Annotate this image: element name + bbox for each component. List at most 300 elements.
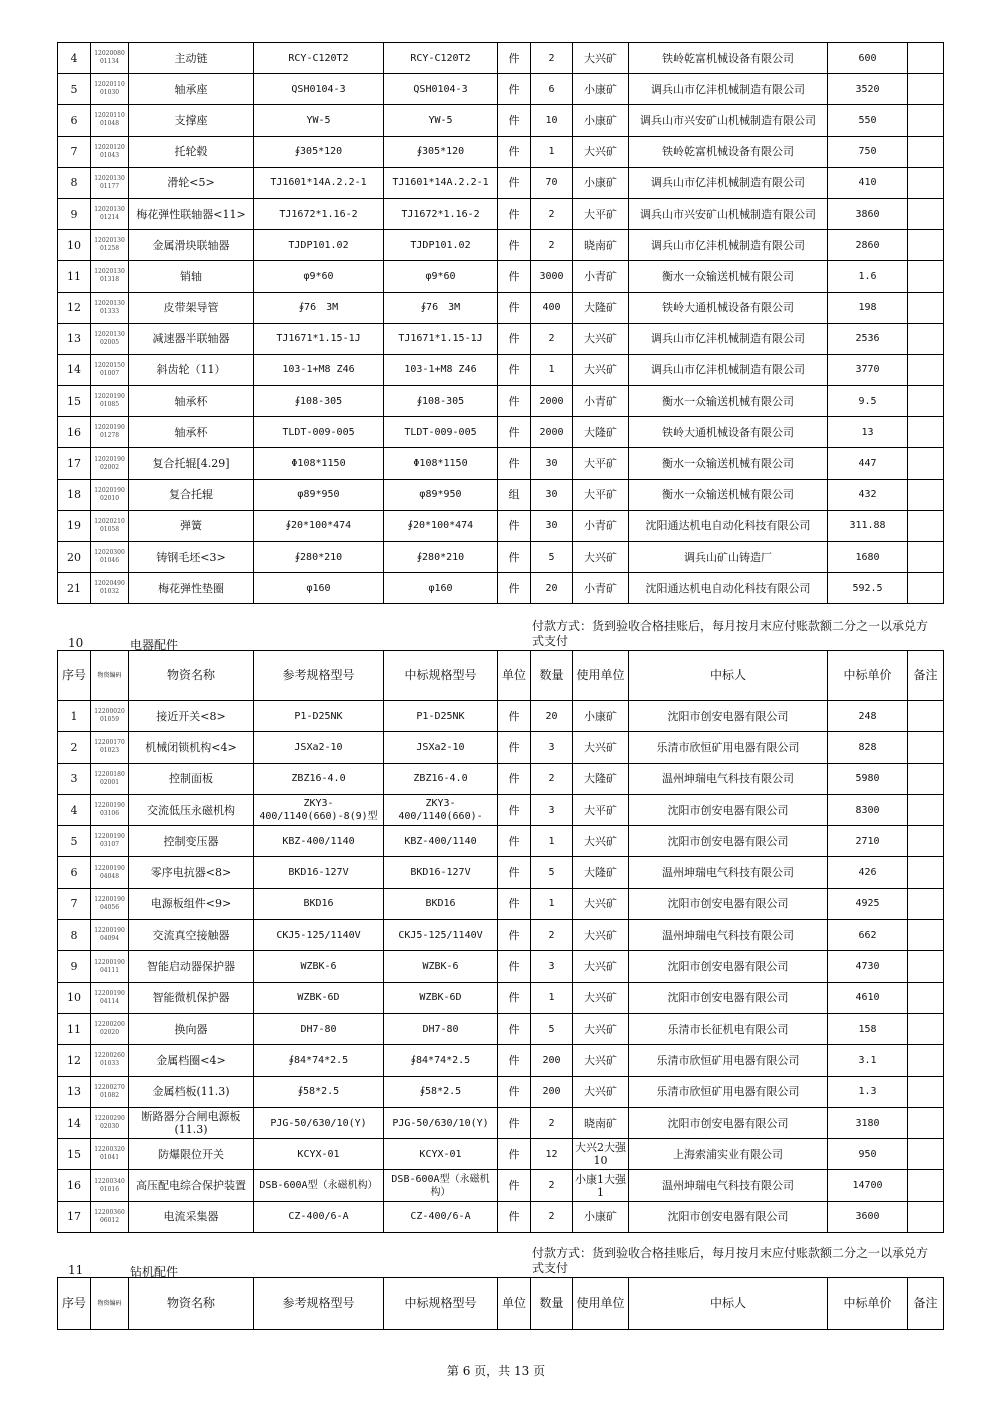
- cell-user-unit: 大兴矿: [573, 43, 629, 74]
- cell-remark: [908, 888, 944, 919]
- cell-user-unit: 大兴2大强10: [573, 1139, 629, 1170]
- cell-price: 3180: [828, 1107, 908, 1138]
- cell-unit: 件: [498, 417, 531, 448]
- cell-seq: 14: [58, 354, 91, 385]
- table-row: [58, 1139, 944, 1170]
- cell-code: 12020130 01318: [91, 261, 129, 292]
- cell-user-unit: 大兴矿: [573, 826, 629, 857]
- cell-unit: 件: [498, 354, 531, 385]
- cell-code: 12020110 01030: [91, 74, 129, 105]
- cell-name: 支撑座: [129, 105, 254, 136]
- cell-remark: [908, 292, 944, 323]
- cell-price: 8300: [828, 794, 908, 825]
- cell-unit: 件: [498, 542, 531, 573]
- cell-user-unit: 小青矿: [573, 573, 629, 604]
- cell-winner: 沈阳市创安电器有限公司: [629, 1107, 828, 1138]
- header-price: 中标单价: [828, 1278, 908, 1330]
- table-row: [58, 448, 944, 479]
- cell-remark: [908, 510, 944, 541]
- cell-qty: 2: [531, 1201, 573, 1232]
- cell-code: 12200260 01033: [91, 1045, 129, 1076]
- header-winner: 中标人: [629, 1278, 828, 1330]
- table-row: [58, 542, 944, 573]
- cell-price: 311.88: [828, 510, 908, 541]
- cell-winner: 乐清市欣恒矿用电器有限公司: [629, 732, 828, 763]
- cell-unit: 件: [498, 1045, 531, 1076]
- cell-price: 2860: [828, 230, 908, 261]
- table-row: [58, 292, 944, 323]
- cell-seq: 11: [58, 1013, 91, 1044]
- table-row: [58, 701, 944, 732]
- cell-winner: 调兵山市亿沣机械制造有限公司: [629, 167, 828, 198]
- table-row: [58, 198, 944, 229]
- header-price: 中标单价: [828, 651, 908, 701]
- cell-ref-spec: φ160: [254, 573, 384, 604]
- cell-seq: 12: [58, 292, 91, 323]
- cell-code: 12200020 01059: [91, 701, 129, 732]
- cell-unit: 件: [498, 1013, 531, 1044]
- cell-price: 4925: [828, 888, 908, 919]
- header-code: 物资编码: [91, 651, 129, 701]
- cell-remark: [908, 105, 944, 136]
- cell-price: 9.5: [828, 386, 908, 417]
- table-row: [58, 1107, 944, 1138]
- cell-bid-spec: KCYX-01: [384, 1139, 498, 1170]
- cell-unit: 件: [498, 448, 531, 479]
- cell-name: 控制变压器: [129, 826, 254, 857]
- cell-bid-spec: 103-1+M8 Z46: [384, 354, 498, 385]
- cell-seq: 8: [58, 920, 91, 951]
- cell-code: 12200360 06012: [91, 1201, 129, 1232]
- cell-winner: 衡水一众输送机械有限公司: [629, 479, 828, 510]
- cell-unit: 件: [498, 857, 531, 888]
- cell-seq: 15: [58, 386, 91, 417]
- cell-user-unit: 晓南矿: [573, 230, 629, 261]
- header-bid-spec: 中标规格型号: [384, 1278, 498, 1330]
- cell-name: 轴承杯: [129, 386, 254, 417]
- cell-winner: 调兵山市亿沣机械制造有限公司: [629, 230, 828, 261]
- cell-remark: [908, 417, 944, 448]
- cell-price: 13: [828, 417, 908, 448]
- cell-price: 4730: [828, 951, 908, 982]
- cell-unit: 件: [498, 74, 531, 105]
- cell-user-unit: 大隆矿: [573, 292, 629, 323]
- cell-price: 3.1: [828, 1045, 908, 1076]
- cell-name: 断路器分合闸电源板(11.3): [129, 1107, 254, 1138]
- table-row: [58, 794, 944, 825]
- header-remark: 备注: [908, 1278, 944, 1330]
- header-name: 物资名称: [129, 651, 254, 701]
- table-row: [58, 136, 944, 167]
- cell-qty: 2: [531, 1107, 573, 1138]
- cell-code: 12200190 03106: [91, 794, 129, 825]
- cell-code: 12020190 02002: [91, 448, 129, 479]
- cell-price: 426: [828, 857, 908, 888]
- cell-bid-spec: ZKY3-400/1140(660)-: [384, 794, 498, 825]
- cell-ref-spec: Φ108*1150: [254, 448, 384, 479]
- cell-unit: 件: [498, 292, 531, 323]
- cell-code: 12020130 01214: [91, 198, 129, 229]
- cell-ref-spec: BKD16-127V: [254, 857, 384, 888]
- cell-unit: 件: [498, 1107, 531, 1138]
- table-row: [58, 732, 944, 763]
- header-qty: 数量: [531, 651, 573, 701]
- cell-name: 电源板组件<9>: [129, 888, 254, 919]
- cell-name: 交流低压永磁机构: [129, 794, 254, 825]
- section-11-number: 11: [68, 1263, 84, 1277]
- cell-user-unit: 大兴矿: [573, 888, 629, 919]
- cell-seq: 16: [58, 1170, 91, 1201]
- cell-winner: 沈阳市创安电器有限公司: [629, 794, 828, 825]
- cell-price: 2536: [828, 323, 908, 354]
- cell-unit: 件: [498, 167, 531, 198]
- header-seq: 序号: [58, 651, 91, 701]
- cell-qty: 5: [531, 1013, 573, 1044]
- cell-seq: 16: [58, 417, 91, 448]
- cell-code: 12200320 01041: [91, 1139, 129, 1170]
- table-row: [58, 826, 944, 857]
- cell-qty: 200: [531, 1076, 573, 1107]
- cell-qty: 3000: [531, 261, 573, 292]
- cell-code: 12200190 04114: [91, 982, 129, 1013]
- cell-user-unit: 大兴矿: [573, 951, 629, 982]
- cell-user-unit: 大兴矿: [573, 354, 629, 385]
- cell-remark: [908, 1201, 944, 1232]
- cell-ref-spec: ∮20*100*474: [254, 510, 384, 541]
- header-name: 物资名称: [129, 1278, 254, 1330]
- table-row: [58, 1170, 944, 1201]
- cell-winner: 沈阳通达机电自动化科技有限公司: [629, 573, 828, 604]
- cell-seq: 1: [58, 701, 91, 732]
- cell-qty: 30: [531, 479, 573, 510]
- header-seq: 序号: [58, 1278, 91, 1330]
- cell-bid-spec: φ89*950: [384, 479, 498, 510]
- cell-qty: 2: [531, 920, 573, 951]
- cell-seq: 8: [58, 167, 91, 198]
- cell-ref-spec: φ89*950: [254, 479, 384, 510]
- cell-bid-spec: TJDP101.02: [384, 230, 498, 261]
- cell-price: 432: [828, 479, 908, 510]
- cell-user-unit: 大隆矿: [573, 763, 629, 794]
- cell-name: 零序电抗器<8>: [129, 857, 254, 888]
- table-row: [58, 763, 944, 794]
- cell-price: 158: [828, 1013, 908, 1044]
- cell-ref-spec: ∮305*120: [254, 136, 384, 167]
- cell-remark: [908, 386, 944, 417]
- cell-code: 12200190 04056: [91, 888, 129, 919]
- cell-winner: 铁岭大通机械设备有限公司: [629, 417, 828, 448]
- table-row: [58, 354, 944, 385]
- cell-ref-spec: ∮84*74*2.5: [254, 1045, 384, 1076]
- cell-code: 12200190 04111: [91, 951, 129, 982]
- page-footer: 第 6 页，共 13 页: [446, 1364, 546, 1378]
- cell-remark: [908, 857, 944, 888]
- cell-winner: 沈阳市创安电器有限公司: [629, 1201, 828, 1232]
- cell-unit: 件: [498, 386, 531, 417]
- table-row: [58, 888, 944, 919]
- cell-code: 12200190 03107: [91, 826, 129, 857]
- cell-bid-spec: PJG-50/630/10(Y): [384, 1107, 498, 1138]
- cell-ref-spec: PJG-50/630/10(Y): [254, 1107, 384, 1138]
- cell-name: 皮带架导管: [129, 292, 254, 323]
- cell-qty: 1: [531, 982, 573, 1013]
- header-user-unit: 使用单位: [573, 651, 629, 701]
- table-row: [58, 1076, 944, 1107]
- table-row: [58, 1013, 944, 1044]
- cell-seq: 13: [58, 1076, 91, 1107]
- cell-qty: 200: [531, 1045, 573, 1076]
- cell-name: 防爆限位开关: [129, 1139, 254, 1170]
- cell-bid-spec: DH7-80: [384, 1013, 498, 1044]
- cell-seq: 14: [58, 1107, 91, 1138]
- cell-price: 248: [828, 701, 908, 732]
- cell-winner: 衡水一众输送机械有限公司: [629, 386, 828, 417]
- cell-price: 447: [828, 448, 908, 479]
- table-row: [58, 417, 944, 448]
- cell-code: 12020490 01032: [91, 573, 129, 604]
- cell-user-unit: 小康矿: [573, 1201, 629, 1232]
- cell-bid-spec: TLDT-009-005: [384, 417, 498, 448]
- cell-bid-spec: ∮280*210: [384, 542, 498, 573]
- header-unit: 单位: [498, 1278, 531, 1330]
- table-row: [58, 74, 944, 105]
- cell-unit: 件: [498, 763, 531, 794]
- cell-price: 14700: [828, 1170, 908, 1201]
- cell-ref-spec: RCY-C120T2: [254, 43, 384, 74]
- cell-remark: [908, 1170, 944, 1201]
- cell-remark: [908, 479, 944, 510]
- cell-bid-spec: ∮58*2.5: [384, 1076, 498, 1107]
- cell-bid-spec: WZBK-6D: [384, 982, 498, 1013]
- cell-winner: 乐清市欣恒矿用电器有限公司: [629, 1076, 828, 1107]
- cell-user-unit: 大兴矿: [573, 1013, 629, 1044]
- cell-unit: 件: [498, 1170, 531, 1201]
- cell-winner: 温州坤瑞电气科技有限公司: [629, 920, 828, 951]
- cell-qty: 2: [531, 1170, 573, 1201]
- cell-ref-spec: ZKY3-400/1140(660)-8(9)型: [254, 794, 384, 825]
- cell-remark: [908, 198, 944, 229]
- cell-unit: 件: [498, 1201, 531, 1232]
- cell-name: 金属档圈<4>: [129, 1045, 254, 1076]
- cell-qty: 2000: [531, 417, 573, 448]
- cell-remark: [908, 1013, 944, 1044]
- cell-price: 3860: [828, 198, 908, 229]
- cell-user-unit: 大兴矿: [573, 920, 629, 951]
- cell-user-unit: 小青矿: [573, 386, 629, 417]
- cell-bid-spec: P1-D25NK: [384, 701, 498, 732]
- cell-bid-spec: YW-5: [384, 105, 498, 136]
- cell-qty: 5: [531, 857, 573, 888]
- cell-user-unit: 小康矿: [573, 74, 629, 105]
- cell-qty: 20: [531, 701, 573, 732]
- cell-price: 950: [828, 1139, 908, 1170]
- cell-name: 滑轮<5>: [129, 167, 254, 198]
- cell-unit: 件: [498, 198, 531, 229]
- cell-remark: [908, 573, 944, 604]
- cell-seq: 7: [58, 136, 91, 167]
- cell-code: 12200200 02020: [91, 1013, 129, 1044]
- cell-code: 12020300 01046: [91, 542, 129, 573]
- cell-unit: 件: [498, 105, 531, 136]
- cell-winner: 温州坤瑞电气科技有限公司: [629, 857, 828, 888]
- cell-bid-spec: φ9*60: [384, 261, 498, 292]
- cell-unit: 件: [498, 701, 531, 732]
- cell-unit: 件: [498, 951, 531, 982]
- cell-name: 复合托辊: [129, 479, 254, 510]
- cell-name: 铸钢毛坯<3>: [129, 542, 254, 573]
- cell-seq: 12: [58, 1045, 91, 1076]
- cell-ref-spec: P1-D25NK: [254, 701, 384, 732]
- cell-price: 198: [828, 292, 908, 323]
- cell-qty: 2: [531, 43, 573, 74]
- table-row: [58, 573, 944, 604]
- cell-user-unit: 大隆矿: [573, 857, 629, 888]
- cell-bid-spec: ∮305*120: [384, 136, 498, 167]
- cell-ref-spec: YW-5: [254, 105, 384, 136]
- cell-bid-spec: KBZ-400/1140: [384, 826, 498, 857]
- cell-qty: 1: [531, 354, 573, 385]
- cell-unit: 件: [498, 888, 531, 919]
- cell-remark: [908, 1076, 944, 1107]
- cell-name: 弹簧: [129, 510, 254, 541]
- cell-code: 12020130 01258: [91, 230, 129, 261]
- cell-seq: 17: [58, 448, 91, 479]
- cell-price: 1.6: [828, 261, 908, 292]
- table-row: [58, 323, 944, 354]
- cell-code: 12200180 02001: [91, 763, 129, 794]
- cell-winner: 乐清市欣恒矿用电器有限公司: [629, 1045, 828, 1076]
- cell-price: 600: [828, 43, 908, 74]
- cell-code: 12200290 02030: [91, 1107, 129, 1138]
- table-row: [58, 386, 944, 417]
- table-header-row: [58, 1278, 944, 1330]
- cell-remark: [908, 763, 944, 794]
- cell-winner: 铁岭乾富机械设备有限公司: [629, 136, 828, 167]
- cell-name: 复合托辊[4.29]: [129, 448, 254, 479]
- cell-unit: 件: [498, 43, 531, 74]
- cell-price: 592.5: [828, 573, 908, 604]
- cell-bid-spec: ∮84*74*2.5: [384, 1045, 498, 1076]
- cell-ref-spec: JSXa2-10: [254, 732, 384, 763]
- cell-winner: 沈阳市创安电器有限公司: [629, 982, 828, 1013]
- cell-seq: 11: [58, 261, 91, 292]
- cell-ref-spec: QSH0104-3: [254, 74, 384, 105]
- cell-ref-spec: KCYX-01: [254, 1139, 384, 1170]
- cell-bid-spec: TJ1671*1.15-1J: [384, 323, 498, 354]
- cell-user-unit: 大兴矿: [573, 1045, 629, 1076]
- cell-name: 接近开关<8>: [129, 701, 254, 732]
- cell-qty: 3: [531, 794, 573, 825]
- cell-user-unit: 大平矿: [573, 448, 629, 479]
- cell-ref-spec: KBZ-400/1140: [254, 826, 384, 857]
- cell-ref-spec: ZBZ16-4.0: [254, 763, 384, 794]
- header-unit: 单位: [498, 651, 531, 701]
- cell-qty: 3: [531, 951, 573, 982]
- cell-bid-spec: WZBK-6: [384, 951, 498, 982]
- cell-winner: 沈阳市创安电器有限公司: [629, 888, 828, 919]
- cell-bid-spec: DSB-600A型（永磁机构）: [384, 1170, 498, 1201]
- cell-ref-spec: CKJ5-125/1140V: [254, 920, 384, 951]
- cell-name: 梅花弹性联轴器<11>: [129, 198, 254, 229]
- section-11-title: 钻机配件: [130, 1265, 179, 1279]
- header-remark: 备注: [908, 651, 944, 701]
- table-electrical-parts: [57, 650, 944, 1233]
- cell-code: 12200170 01023: [91, 732, 129, 763]
- cell-winner: 温州坤瑞电气科技有限公司: [629, 1170, 828, 1201]
- cell-user-unit: 小康矿: [573, 701, 629, 732]
- cell-remark: [908, 261, 944, 292]
- cell-ref-spec: ∮108-305: [254, 386, 384, 417]
- table-parts-continued: [57, 42, 944, 604]
- cell-code: 12020120 01043: [91, 136, 129, 167]
- section-10-title: 电器配件: [130, 638, 179, 652]
- cell-remark: [908, 794, 944, 825]
- cell-code: 12200340 01016: [91, 1170, 129, 1201]
- cell-bid-spec: ∮76 3M: [384, 292, 498, 323]
- cell-seq: 6: [58, 857, 91, 888]
- cell-remark: [908, 136, 944, 167]
- cell-winner: 上海索浦实业有限公司: [629, 1139, 828, 1170]
- cell-qty: 1: [531, 888, 573, 919]
- cell-ref-spec: DSB-600A型（永磁机构）: [254, 1170, 384, 1201]
- cell-remark: [908, 982, 944, 1013]
- cell-seq: 10: [58, 982, 91, 1013]
- cell-user-unit: 大兴矿: [573, 323, 629, 354]
- cell-user-unit: 小青矿: [573, 261, 629, 292]
- cell-code: 12020110 01048: [91, 105, 129, 136]
- cell-unit: 件: [498, 794, 531, 825]
- cell-code: 12020130 01333: [91, 292, 129, 323]
- cell-seq: 15: [58, 1139, 91, 1170]
- cell-name: 智能启动器保护器: [129, 951, 254, 982]
- cell-code: 12200190 04094: [91, 920, 129, 951]
- cell-qty: 10: [531, 105, 573, 136]
- cell-winner: 调兵山市亿沣机械制造有限公司: [629, 74, 828, 105]
- cell-price: 5980: [828, 763, 908, 794]
- cell-name: 金属档板(11.3): [129, 1076, 254, 1107]
- cell-remark: [908, 323, 944, 354]
- cell-remark: [908, 1107, 944, 1138]
- cell-user-unit: 大平矿: [573, 794, 629, 825]
- header-qty: 数量: [531, 1278, 573, 1330]
- cell-seq: 13: [58, 323, 91, 354]
- cell-price: 410: [828, 167, 908, 198]
- cell-qty: 2: [531, 230, 573, 261]
- cell-qty: 2: [531, 763, 573, 794]
- cell-winner: 调兵山市兴安矿山机械制造有限公司: [629, 105, 828, 136]
- cell-seq: 17: [58, 1201, 91, 1232]
- section-10-payment: 付款方式：货到验收合格挂账后，每月按月末应付账款额二分之一以承兑方式支付: [532, 619, 929, 648]
- cell-bid-spec: BKD16: [384, 888, 498, 919]
- cell-ref-spec: WZBK-6D: [254, 982, 384, 1013]
- cell-seq: 19: [58, 510, 91, 541]
- cell-qty: 5: [531, 542, 573, 573]
- table-row: [58, 1045, 944, 1076]
- cell-seq: 18: [58, 479, 91, 510]
- cell-bid-spec: QSH0104-3: [384, 74, 498, 105]
- cell-code: 12020080 01134: [91, 43, 129, 74]
- cell-qty: 30: [531, 510, 573, 541]
- cell-seq: 6: [58, 105, 91, 136]
- header-user-unit: 使用单位: [573, 1278, 629, 1330]
- table-row: [58, 1201, 944, 1232]
- cell-code: 12020190 01278: [91, 417, 129, 448]
- cell-code: 12020150 01007: [91, 354, 129, 385]
- cell-unit: 件: [498, 1139, 531, 1170]
- header-code: 物资编码: [91, 1278, 129, 1330]
- cell-seq: 10: [58, 230, 91, 261]
- cell-remark: [908, 732, 944, 763]
